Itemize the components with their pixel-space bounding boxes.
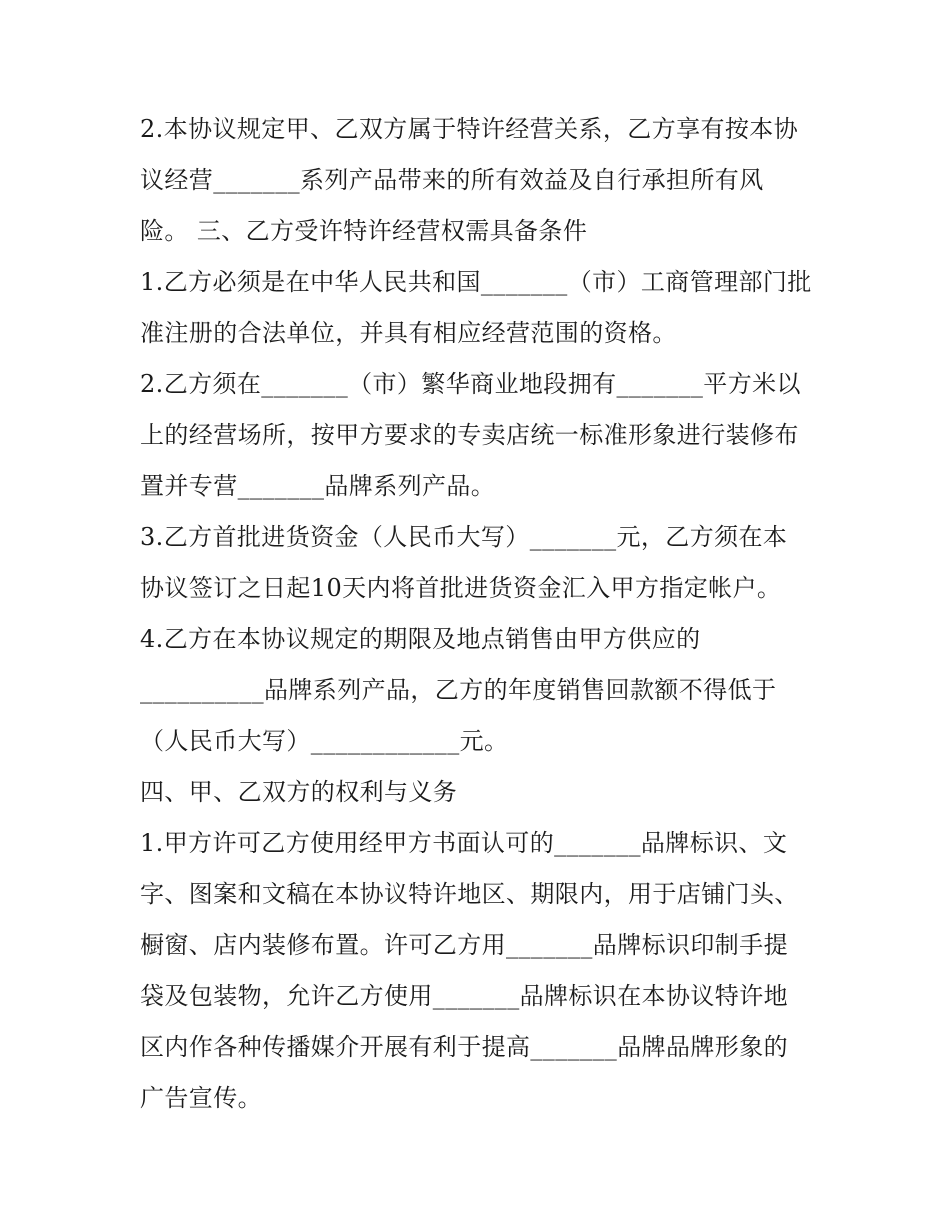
- text-line: 广告宣传。: [140, 1084, 262, 1112]
- text-line: （人民币大写）____________元。: [140, 727, 509, 755]
- text-line: 袋及包装物，允许乙方使用_______品牌标识在本协议特许地: [140, 982, 788, 1010]
- text-line: 1.乙方必须是在中华人民共和国_______（市）工商管理部门批: [140, 268, 812, 296]
- text-line: 准注册的合法单位，并具有相应经营范围的资格。: [140, 319, 677, 347]
- text-line: 4.乙方在本协议规定的期限及地点销售由甲方供应的: [140, 625, 701, 653]
- text-line: 上的经营场所，按甲方要求的专卖店统一标准形象进行装修布: [140, 421, 799, 449]
- text-line: 2.乙方须在_______（市）繁华商业地段拥有_______平方米以: [140, 370, 801, 398]
- text-line: 置并专营_______品牌系列产品。: [140, 472, 496, 500]
- text-line: 议经营_______系列产品带来的所有效益及自行承担所有风: [140, 166, 764, 194]
- document-body: [140, 104, 820, 1124]
- text-line: 2.本协议规定甲、乙双方属于特许经营关系，乙方享有按本协: [140, 115, 799, 143]
- section-heading: 四、甲、乙双方的权利与义务: [140, 778, 458, 806]
- text-line: 橱窗、店内装修布置。许可乙方用_______品牌标识印制手提: [140, 931, 788, 959]
- text-line: 区内作各种传播媒介开展有利于提高_______品牌品牌形象的: [140, 1033, 788, 1061]
- text-line: 险。 三、乙方受许特许经营权需具备条件: [140, 217, 588, 245]
- text-line: 3.乙方首批进货资金（人民币大写）_______元，乙方须在本: [140, 523, 788, 551]
- text-line: 1.甲方许可乙方使用经甲方书面认可的_______品牌标识、文: [140, 829, 788, 857]
- text-line: 协议签订之日起10天内将首批进货资金汇入甲方指定帐户。: [140, 574, 782, 602]
- text-line: __________品牌系列产品，乙方的年度销售回款额不得低于: [140, 676, 777, 704]
- text-line: 字、图案和文稿在本协议特许地区、期限内，用于店铺门头、: [140, 880, 799, 908]
